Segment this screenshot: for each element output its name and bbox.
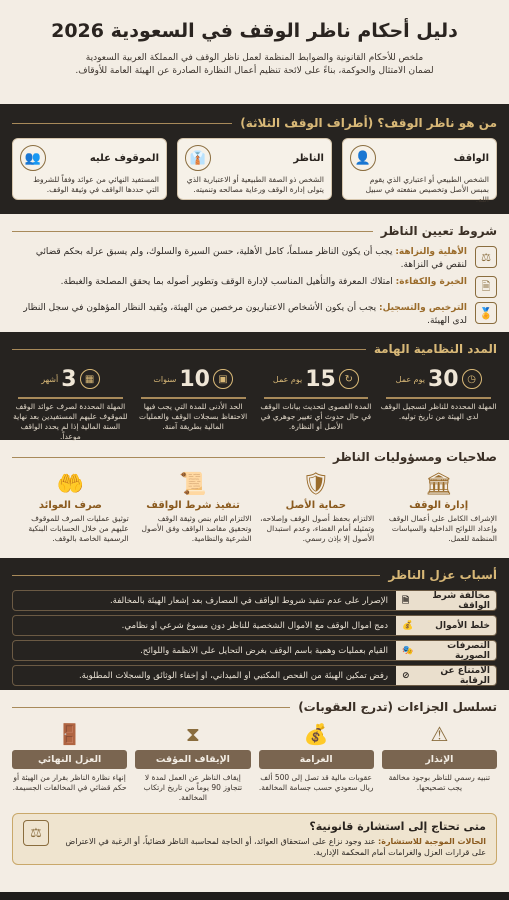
removal-row: الامتناع عن الرقابة ⊘ رفض تمكين الهيئة من الفحص المكتبي أو الميداني، أو إخفاء الوثائق والسجلات المطلوبة. xyxy=(12,665,497,686)
manager-icon: 👔 xyxy=(185,145,211,171)
page-title: دليل أحكام ناظر الوقف في السعودية 2026 xyxy=(51,20,458,42)
money-icon: 💰 xyxy=(402,620,414,631)
penalty-item: 💰 الغرامة عقوبات مالية قد تصل إلى 500 ألف ريال سعودي حسب جسامة المخالفة. xyxy=(258,722,374,792)
condition-item: 🏅 الترخيص والتسجيل: يجب أن يكون الأشخاص الاعتباريون مرخصين من الهيئة، ويُقيد النظار المؤهلون في سجل النظار لدى الهيئة. xyxy=(12,302,497,328)
responsibility-item: 🤲 صرف العوائد توثيق عمليات الصرف للموقوف عليهم من خلال الحسابات البنكية الرسمية الخاصة بالوقف. xyxy=(12,472,129,544)
divider xyxy=(12,123,232,124)
removal-row: مخالفة شرط الواقف 🗎 الإصرار على عدم تنفيذ شروط الواقف في المصارف بعد إشعار الهيئة بالمخالفة. xyxy=(12,590,497,611)
refresh-icon: ↻ xyxy=(339,369,359,389)
hourglass-icon: ⧗ xyxy=(185,722,200,746)
beneficiary-icon: 👥 xyxy=(20,145,46,171)
gavel-icon: ⚖ xyxy=(23,820,49,846)
divider xyxy=(12,457,325,458)
period-item: ↻ 15 يوم عمل المدة القصوى لتحديث بيانات الوقف في حال حدوث أي تغيير جوهري في الأصل أو النظارة. xyxy=(260,366,372,431)
eye-off-icon: ⊘ xyxy=(402,670,410,681)
warning-icon: ⚠ xyxy=(430,722,449,746)
mask-icon: 🎭 xyxy=(402,645,414,656)
removal-row: التصرفات الصورية 🎭 القيام بعمليات وهمية باسم الوقف بغرض التحايل على الأنظمة واللوائح. xyxy=(12,640,497,661)
condition-item: 🗎 الخبرة والكفاءة: امتلاك المعرفة والتأهيل المناسب لإدارة الوقف وتطوير أصوله بما يحقق المصلحة والغبطة. xyxy=(12,276,497,298)
hand-coin-icon: 🤲 xyxy=(56,472,85,497)
parties-cards xyxy=(12,138,497,204)
exit-door-icon: 🚪 xyxy=(57,722,83,746)
responsibility-item: 🏛 إدارة الوقف الإشراف الكامل على أعمال الوقف وإعداد اللوائح الداخلية والسياسات المنظمة للعمل. xyxy=(380,472,497,544)
responsibilities-section xyxy=(0,440,509,558)
divider xyxy=(12,231,373,232)
penalties-title: تسلسل الجزاءات (تدرج العقوبات) xyxy=(298,700,497,714)
safe-icon: ▣ xyxy=(213,369,233,389)
party-card-nazir: الناظر 👔 الشخص ذو الصفة الطبيعية أو الاعتبارية الذي يتولى إدارة الوقف ورعاية مصالحه وتنميته. xyxy=(177,138,332,200)
penalty-item: 🚪 العزل النهائي إنهاء نظارة الناظر بقرار من الهيئة أو حكم قضائي في المخالفات الجسيمة. xyxy=(12,722,127,792)
page-subtitle: ملخص للأحكام القانونية والضوابط المنظمة لعمل ناظر الوقف في المملكة العربية السعودية لضمان الامتثال والحوكمة، بناءً على لائحة تنظيم أعمال النظارة الصادرة عن الهيئة العامة للأوقاف. xyxy=(75,53,434,76)
periods-section xyxy=(0,332,509,440)
building-icon: 🏛 xyxy=(424,472,453,497)
period-item: ▣ 10 سنوات الحد الأدنى للمدة التي يجب فيها الاحتفاظ بسجلات الوقف والعمليات المالية بطريقة آمنة. xyxy=(139,366,248,431)
period-item: ▦ 3 أشهر المهلة المحددة لصرف عوائد الوقف للموقوف عليهم المستفيدين بعد نهاية السنة المالية إذا لم يحدد الواقف موعداً. xyxy=(13,366,128,441)
penalties-section xyxy=(0,690,509,892)
penalty-item: ⚠ الإنذار تنبيه رسمي للناظر بوجود مخالفة يجب تصحيحها. xyxy=(382,722,497,803)
parties-section xyxy=(0,104,509,214)
header xyxy=(0,0,509,104)
person-icon: 👤 xyxy=(350,145,376,171)
certificate-icon: 🏅 xyxy=(475,302,497,324)
calendar-icon: ▦ xyxy=(80,369,100,389)
removal-row: خلط الأموال 💰 دمج أموال الوقف مع الأموال الشخصية للناظر دون مسوغ شرعي أو نظامي. xyxy=(12,615,497,636)
condition-item: ⚖ الأهلية والنزاهة: يجب أن يكون الناظر مسلماً، كامل الأهلية، حسن السيرة والسلوك، ولم يسبق عزله بحكم قضائي لنقص في النزاهة. xyxy=(12,246,497,272)
periods-title: المدد النظامية الهامة xyxy=(373,342,497,356)
conditions-title: شروط تعيين الناظر xyxy=(380,224,497,238)
parties-title: من هو ناظر الوقف؟ (أطراف الوقف الثلاثة) xyxy=(12,112,497,134)
removal-title: أسباب عزل الناظر xyxy=(388,568,497,582)
responsibilities-title: صلاحيات ومسؤوليات الناظر xyxy=(332,450,497,464)
consult-title: متى تحتاج إلى استشارة قانونية؟ xyxy=(309,820,486,833)
penalty-item: ⧗ الإيقاف المؤقت إيقاف الناظر عن العمل لمدة لا تتجاوز 90 يوماً من تاريخ ارتكاب المخالفة. xyxy=(135,722,250,803)
scales-icon: ⚖ xyxy=(475,246,497,268)
period-item: ◷ 30 يوم عمل المهلة المحددة للناظر لتسجيل الوقف لدى الهيئة من تاريخ توليه. xyxy=(380,366,497,421)
document-icon: 🗎 xyxy=(402,595,410,606)
scroll-icon: 📜 xyxy=(179,472,207,497)
money-bag-icon: 💰 xyxy=(303,722,329,746)
party-card-waqif: الواقف 👤 الشخص الطبيعي أو اعتباري الذي يقوم بمبس الأصل وتخصيص منفعته في سبيل الله. xyxy=(342,138,497,200)
divider xyxy=(12,575,380,576)
responsibility-item: 🛡 حماية الأصل الالتزام بحفظ أصول الوقف وإصلاحه، وتمثيله أمام القضاء، وعدم استبدال الأصول إلا بإذن رسمي. xyxy=(258,472,375,544)
party-card-beneficiary: الموقوف عليه 👥 المستفيد النهائي من عوائد وفقاً للشروط التي حددها الواقف في وثيقة الوقف. xyxy=(12,138,167,200)
removal-section xyxy=(0,558,509,690)
conditions-section xyxy=(0,214,509,332)
responsibility-item: 📜 تنفيذ شرط الواقف الالتزام التام بنص وثيقة الوقف وتحقيق مقاصد الواقف وفق الأصول الشرعية والنظامية. xyxy=(135,472,252,544)
divider xyxy=(12,349,366,350)
document-icon: 🗎 xyxy=(475,276,497,298)
divider xyxy=(12,707,290,708)
shield-icon: 🛡 xyxy=(301,472,330,497)
clock-icon: ◷ xyxy=(462,369,482,389)
consult-box: متى تحتاج إلى استشارة قانونية؟ الحالات الموجبة للاستشارة: عند وجود نزاع على استحقاق العوائد، أو الحاجة لمحاسبة الناظر قضائياً، أو الرغبة في الاعتراض على قرارات العزل والغرامات أمام المحكمة الإدارية. ⚖ xyxy=(12,813,497,865)
